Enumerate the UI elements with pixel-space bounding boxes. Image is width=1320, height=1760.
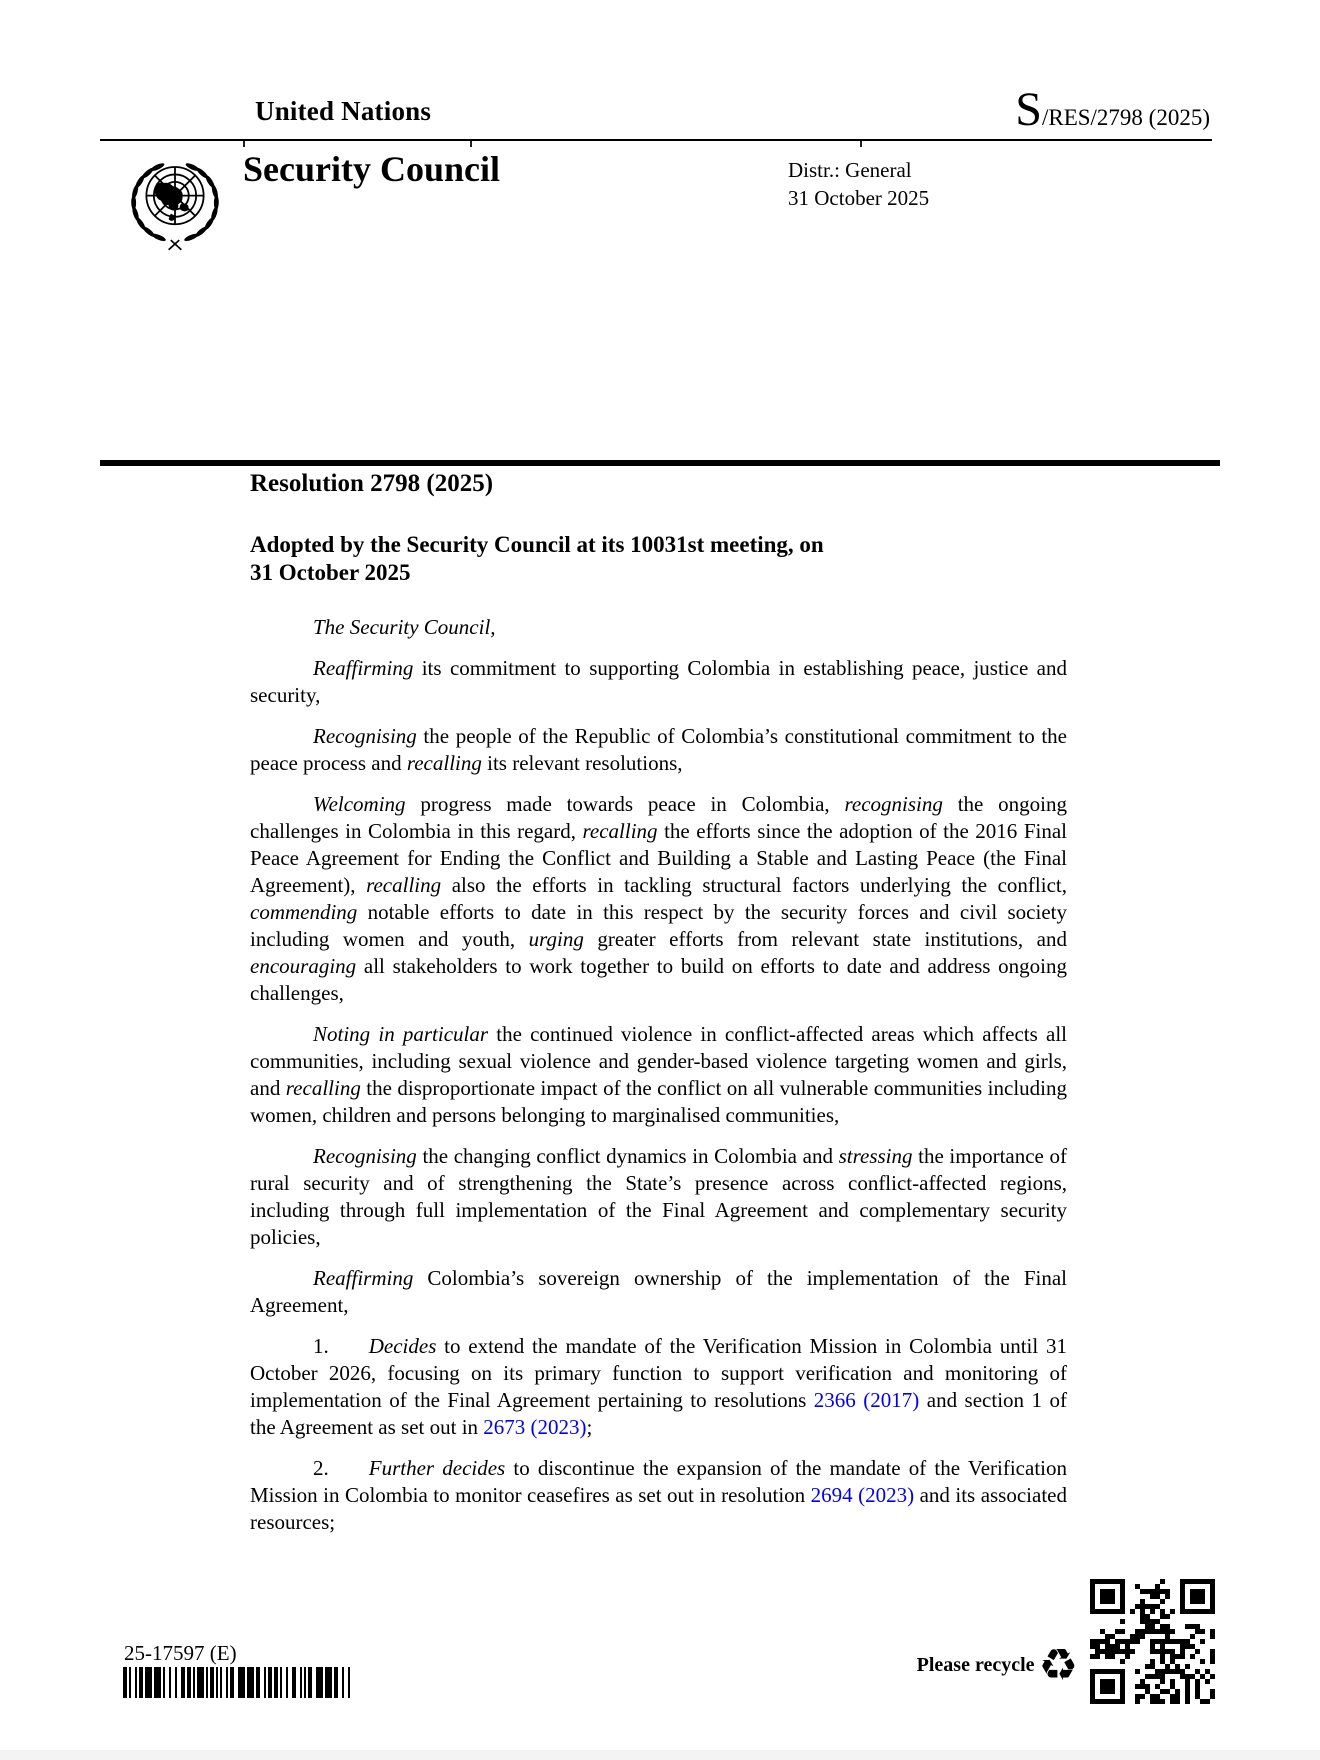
body-column — [250, 614, 1067, 1550]
paragraph-text: Noting in particular — [313, 1022, 489, 1046]
paragraph-text: recalling — [582, 819, 658, 843]
next-page-edge — [0, 1750, 1320, 1760]
paragraph-text: recalling — [285, 1076, 361, 1100]
paragraph-text: its commitment to supporting Colombia in establishing peace, justice and security, — [250, 656, 1067, 707]
paragraph-text: to extend the mandate of the Verification Mission in Colombia until 31 October 2026, focusing on its primary function to support verification and monitoring of implementation of the Final Agreement pertaining to resolutions — [250, 1334, 1067, 1412]
paragraph-text: all stakeholders to work together to build on efforts to date and address ongoing challenges, — [250, 954, 1067, 1005]
body-paragraph — [250, 655, 1067, 709]
paragraph-text: the changing conflict dynamics in Colombia and — [416, 1144, 839, 1168]
paragraph-text: commending — [250, 900, 358, 924]
adoption-subtitle — [250, 531, 970, 587]
adoption-subtitle-line2: 31 October 2025 — [250, 560, 411, 585]
resolution-link[interactable]: 2694 (2023) — [810, 1483, 915, 1507]
body-paragraph — [250, 723, 1067, 777]
paragraph-text: the people of the Republic of Colombia’s constitutional commitment to the peace process and — [250, 724, 1067, 775]
recycle-label: Please recycle — [916, 1654, 1035, 1676]
body-paragraph — [250, 1265, 1067, 1319]
body-paragraph — [250, 1143, 1067, 1251]
paragraph-text: Recognising — [313, 724, 417, 748]
qr-code — [1090, 1579, 1215, 1704]
barcode — [123, 1667, 353, 1698]
paragraph-text: progress made towards peace in Colombia, — [405, 792, 845, 816]
paragraph-text: recognising — [844, 792, 943, 816]
document-symbol-rest: /RES/2798 (2025) — [1041, 105, 1210, 130]
paragraph-text: Colombia’s sovereign ownership of the implementation of the Final Agreement, — [250, 1266, 1067, 1317]
paragraph-number: 1. — [313, 1334, 329, 1358]
paragraph-text: Reaffirming — [313, 1266, 414, 1290]
rule-tick — [470, 141, 472, 147]
paragraph-text: also the efforts in tackling structural factors underlying the conflict, — [441, 873, 1067, 897]
emblem-stems — [169, 240, 182, 250]
body-paragraph — [250, 1333, 1067, 1441]
recycle-icon: ♻ — [1038, 1639, 1078, 1691]
body-paragraph — [250, 791, 1067, 1007]
body-paragraph — [250, 1455, 1067, 1536]
document-symbol-initial: S — [1015, 83, 1042, 136]
paragraph-text: The Security Council, — [313, 615, 496, 639]
distribution-label: Distr.: General — [788, 158, 912, 182]
resolution-link[interactable]: 2673 (2023) — [483, 1415, 587, 1439]
document-id: 25-17597 (E) — [124, 1641, 237, 1665]
rule-tick — [243, 141, 245, 147]
un-emblem-icon — [112, 149, 238, 255]
paragraph-text: and its associated resources; — [250, 1483, 1067, 1534]
paragraph-text: the importance of rural security and of strengthening the State’s presence across conflict-affected regions, including through full implementation of the Final Agreement and complementary security policies, — [250, 1144, 1067, 1249]
masthead-rule — [100, 139, 1212, 141]
paragraph-text: ; — [586, 1415, 593, 1439]
paragraph-text: the ongoing challenges in Colombia in this regard, — [250, 792, 1067, 843]
document-date: 31 October 2025 — [788, 186, 930, 210]
paragraph-text: Further decides — [368, 1456, 506, 1480]
organ-title: Security Council — [243, 149, 500, 189]
paragraph-text: Recognising — [313, 1144, 417, 1168]
document-symbol — [1015, 82, 1210, 137]
paragraph-text: greater efforts from relevant state institutions, and — [583, 927, 1067, 951]
paragraph-text: to discontinue the expansion of the mandate of the Verification Mission in Colombia to monitor ceasefires as set out in resolution — [250, 1456, 1067, 1507]
resolution-link[interactable]: 2366 (2017) — [813, 1388, 920, 1412]
section-rule — [100, 460, 1220, 466]
paragraph-text: the continued violence in conflict-affected areas which affects all communities, including sexual violence and gender-based violence targeting women and girls, and — [250, 1022, 1067, 1100]
paragraph-text: Reaffirming — [313, 656, 414, 680]
org-label: United Nations — [255, 96, 432, 126]
paragraph-text: the efforts since the adoption of the 2016 Final Peace Agreement for Ending the Conflict and Building a Stable and Lasting Peace (the Final Agreement), — [250, 819, 1068, 897]
rule-tick — [860, 141, 862, 147]
resolution-title: Resolution 2798 (2025) — [250, 470, 494, 497]
adoption-subtitle-line1: Adopted by the Security Council at its 10031st meeting, on — [250, 532, 824, 557]
body-paragraph — [250, 614, 1067, 641]
paragraph-text: the disproportionate impact of the conflict on all vulnerable communities including women, children and persons belonging to marginalised communities, — [250, 1076, 1067, 1127]
paragraph-text: urging — [528, 927, 584, 951]
paragraph-text: Welcoming — [313, 792, 406, 816]
recycle-note — [860, 1638, 1078, 1693]
paragraph-number: 2. — [313, 1456, 329, 1480]
paragraph-text: recalling — [366, 873, 442, 897]
paragraph-text: stressing — [838, 1144, 913, 1168]
body-paragraph — [250, 1021, 1067, 1129]
paragraph-text: encouraging — [250, 954, 357, 978]
paragraph-text: its relevant resolutions, — [481, 751, 683, 775]
paragraph-text: Decides — [368, 1334, 437, 1358]
paragraph-text: and section 1 of the Agreement as set out in — [250, 1388, 1068, 1439]
paragraph-text: recalling — [406, 751, 482, 775]
paragraph-text: notable efforts to date in this respect by the security forces and civil society including women and youth, — [250, 900, 1067, 951]
